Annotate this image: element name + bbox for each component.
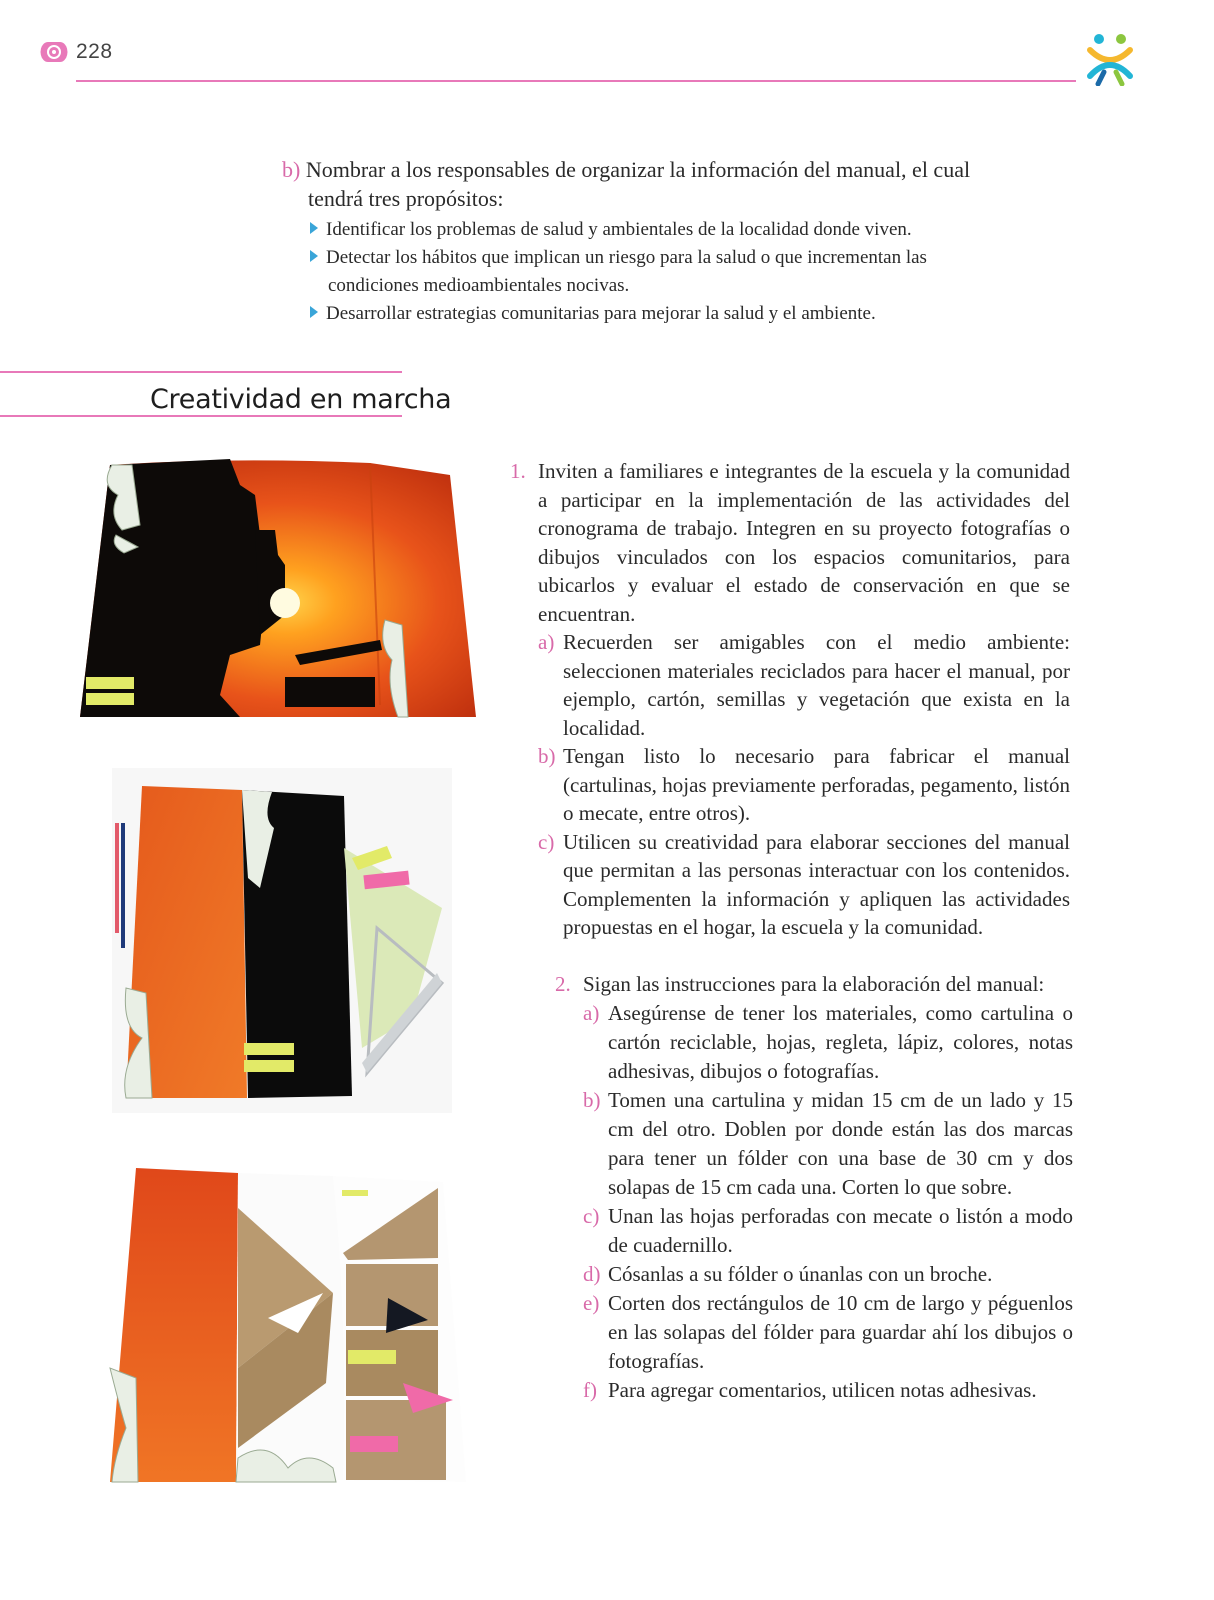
step-text: Sigan las instrucciones para la elaboración del manual: <box>583 972 1045 996</box>
purpose-item <box>308 244 982 300</box>
two-figures-logo-icon <box>1084 30 1136 86</box>
purpose-item <box>308 216 982 244</box>
step-number: 1. <box>510 459 526 483</box>
sub-item-marker: f) <box>583 1378 597 1402</box>
triangle-bullet-icon <box>310 250 318 262</box>
sub-item-marker: b) <box>538 744 556 768</box>
sub-item <box>583 999 1073 1086</box>
sub-item <box>583 1202 1073 1260</box>
intro-item-b-text: Nombrar a los responsables de organizar la información del manual, el cual tendrá tres propósitos: <box>305 157 971 211</box>
sub-item-text: Unan las hojas perforadas con mecate o listón a modo de cuadernillo. <box>608 1204 1073 1257</box>
purpose-item-text: Desarrollar estrategias comunitarias para mejorar la salud y el ambiente. <box>326 303 876 324</box>
triangle-bullet-icon <box>310 222 318 234</box>
sub-item-marker: c) <box>583 1204 600 1228</box>
sub-item-marker: e) <box>583 1291 600 1315</box>
sub-item-marker: a) <box>583 1001 600 1025</box>
open-folder-with-sticky-notes-photo <box>112 768 452 1113</box>
sub-item-text: Tomen una cartulina y midan 15 cm de un lado y 15 cm del otro. Doblen por donde están las dos marcas para tener un fólder con una base de 30 cm y dos solapas de 15 cm cada una. Corten lo que sobre. <box>608 1088 1073 1199</box>
mayan-glyph-icon <box>40 38 68 66</box>
sub-item-text: Para agregar comentarios, utilicen notas adhesivas. <box>608 1378 1037 1402</box>
sub-item <box>583 1376 1073 1405</box>
section-rule-top <box>0 371 402 373</box>
intro-block <box>282 155 982 328</box>
header-divider <box>76 80 1076 82</box>
step-list-2 <box>555 970 1073 1405</box>
purpose-item-text: Identificar los problemas de salud y ambientales de la localidad donde viven. <box>326 219 912 240</box>
sub-item-marker: c) <box>538 829 555 854</box>
step-text: Inviten a familiares e integrantes de la escuela y la comunidad a participar en la implementación de las actividades del cronograma de trabajo. Integren en su proyecto fotografías o dibujos vinculados con los espacios comunitarios, para ubicarlos y evaluar el estado de conservación en que se encuentran. <box>538 459 1070 626</box>
sub-item-marker: a) <box>538 630 555 654</box>
step-list-1 <box>510 457 1070 942</box>
sub-item-marker: d) <box>583 1262 601 1286</box>
sub-item <box>538 742 1070 828</box>
sub-item <box>538 828 1070 942</box>
sub-item-text: Corten dos rectángulos de 10 cm de largo y péguenlos en las solapas del fólder para guardar ahí los dibujos o fotografías. <box>608 1291 1073 1373</box>
intro-item-b-marker: b) <box>282 157 301 182</box>
sub-item-text: Utilicen su creatividad para elaborar secciones del manual que permitan a las personas interactuar con los contenidos. Complementen la información y apliquen las actividades propuestas en el hogar, la escuela y la comunidad. <box>563 829 1070 939</box>
section-title: Creatividad en marcha <box>150 384 452 415</box>
step-item-1 <box>510 457 1070 942</box>
purpose-list <box>308 216 982 328</box>
triangle-bullet-icon <box>310 306 318 318</box>
sub-item-text: Cósanlas a su fólder o únanlas con un broche. <box>608 1262 993 1286</box>
sub-item <box>583 1260 1073 1289</box>
sub-item <box>538 628 1070 742</box>
sunset-folder-photo <box>80 455 482 725</box>
sub-item <box>583 1289 1073 1376</box>
sub-item-text: Tengan listo lo necesario para fabricar el manual (cartulinas, hojas previamente perforadas, pegamento, listón o mecate, entre otros). <box>563 744 1070 825</box>
sub-item-marker: b) <box>583 1088 601 1112</box>
section-rule-bottom <box>0 415 402 417</box>
page-number: 228 <box>76 40 113 63</box>
step-item-2 <box>555 970 1073 1405</box>
step-number: 2. <box>555 972 571 996</box>
sub-item-text: Asegúrense de tener los materiales, como cartulina o cartón reciclable, hojas, regleta, lápiz, colores, notas adhesivas, dibujos o fotografías. <box>608 1001 1073 1083</box>
purpose-item <box>308 300 982 328</box>
folder-with-kraft-pockets-photo <box>108 1168 472 1486</box>
intro-item-b <box>282 155 982 213</box>
sub-item-text: Recuerden ser amigables con el medio ambiente: seleccionen materiales reciclados para hacer el manual, por ejemplo, cartón, semillas y vegetación que exista en la localidad. <box>563 630 1070 740</box>
purpose-item-text: Detectar los hábitos que implican un riesgo para la salud o que incrementan las condiciones medioambientales nocivas. <box>326 247 927 296</box>
sub-item <box>583 1086 1073 1202</box>
